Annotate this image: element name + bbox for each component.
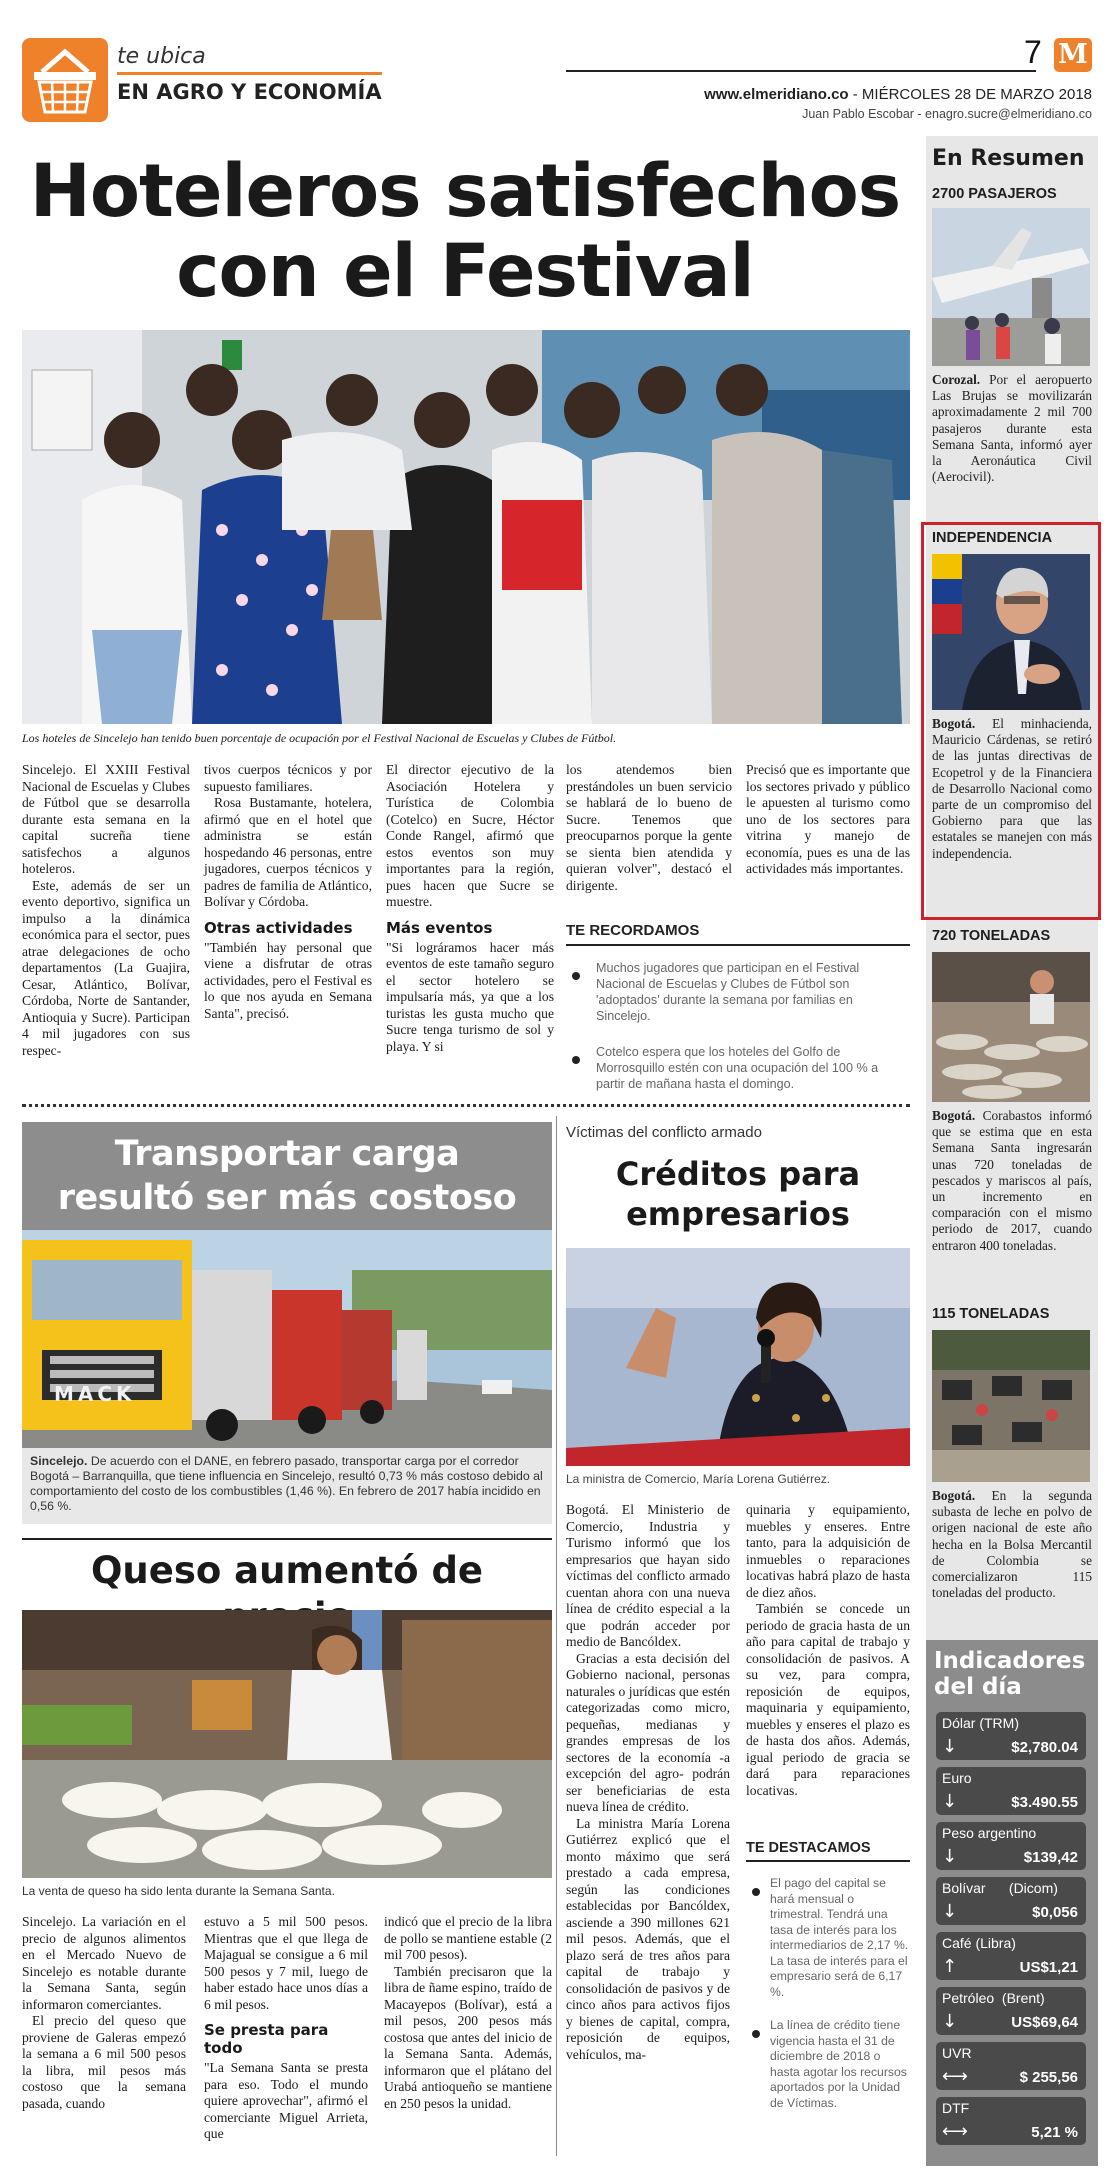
cheese-col-3	[384, 1914, 552, 2112]
indicators-title	[934, 1648, 1085, 1700]
transport-headline	[22, 1122, 552, 1220]
main-headline-line2: con el Festival	[176, 229, 754, 314]
main-col3-p2: "Si lográramos hacer más eventos de este tamaño seguro el sector hotelero se impulsaría más, ya que a los turistas les gusta mucho que Sucre tenga turismo de sol y playa. Y si	[386, 939, 554, 1054]
sidebar-heading-115-toneladas: 115 TONELADAS	[932, 1306, 1050, 1322]
indicator-name: UVR	[942, 2045, 972, 2061]
subhead-se-presta: Se presta para todo	[204, 2021, 329, 2057]
airplane-illustration	[932, 208, 1090, 366]
main-headline-line1: Hoteleros satisfechos	[29, 149, 901, 234]
brand-logo-letter: M	[1058, 39, 1088, 70]
cheese-col-2	[204, 1914, 368, 2143]
credit-col-2	[746, 1502, 910, 1799]
main-col2-p2: Rosa Bustamante, hotelera, afirmó que en el hotel que administra se están hospedando 46 personas, entre jugadores, cuerpos técnicos y padres de familia de Atlántico, Bolívar y Córdoba.	[204, 795, 372, 909]
header-rule	[566, 70, 1036, 72]
indicator-peso-argentino	[936, 1822, 1086, 1870]
arrow-down-icon: ↓	[942, 1901, 958, 1922]
indicator-name: Euro	[942, 1770, 972, 1786]
transport-headline-line1: Transportar carga	[114, 1134, 460, 1174]
list-item: Muchos jugadores que participan en el Festival Nacional de Escuelas y Clubes de Fútbol son 'adoptados' durante la semana por familias en Sincelejo.	[566, 960, 910, 1024]
cheese-col2-p2: "La Semana Santa se presta para eso. Todo el mundo quiere aprovechar", afirmó el comerciante Miguel Arrieta, que	[204, 2060, 368, 2141]
fish-illustration	[932, 952, 1090, 1102]
sidebar-photo-fish	[932, 952, 1090, 1102]
truck-brand: MACK	[54, 1382, 136, 1406]
transport-caption: De acuerdo con el DANE, en febrero pasado, transportar carga por el corredor Bogotá – Barranquilla, que tiene influencia en Sincelejo, resultó 0,73 % más costoso debido al comportamiento del costo de los combustibles (1,46 %). En febrero de 2017 había incidido en 0,56 %.	[30, 1454, 543, 1513]
credit-kicker: Víctimas del conflicto armado	[566, 1124, 762, 1141]
te-destacamos-list	[746, 1876, 910, 2111]
te-recordamos-box	[566, 922, 910, 1100]
sidebar-text-independencia	[932, 716, 1092, 862]
sidebar-text-pasajeros	[932, 372, 1092, 485]
indicator-name: Dólar (TRM)	[942, 1715, 1019, 1731]
indicator-value: $3.490.55	[1011, 1794, 1078, 1811]
arrow-up-icon: ↑	[942, 1956, 958, 1977]
main-col4-p1: los atendemos bien prestándoles un buen servicio se hablará de lo bueno de Sucre. Tenemos que preocuparnos porque la gente se sienta bien atendida y quieran volver", destacó el dirigente.	[566, 762, 732, 893]
arrow-both-icon: ⟷	[942, 2121, 968, 2142]
sidebar-body: Por el aeropuerto Las Brujas se movilizarán aproximadamente 2 mil 700 pasajeros durante esta Semana Santa, informó ayer la Aeronáutica Civil (Aerocivil).	[932, 372, 1092, 485]
transport-headline-band	[22, 1122, 552, 1230]
sidebar-lead: Bogotá.	[932, 1108, 976, 1123]
cheese-col1-p2: El precio del queso que proviene de Galeras empezó la semana a 6 mil 500 pesos la libra, mil pesos más costoso que la semana pasada, cuando	[22, 2013, 186, 2111]
subhead-otras-actividades: Otras actividades	[204, 918, 353, 937]
main-col-4	[566, 762, 732, 894]
main-col2-p1: tivos cuerpos técnicos y por supuesto familiares.	[204, 762, 372, 794]
sidebar-body: El minhacienda, Mauricio Cárdenas, se retiró de las juntas directivas de Ecopetrol y de la Financiera de Desarrollo Nacional como parte de un compromiso del Gobierno para que las estatales se manejen con más independencia.	[932, 716, 1092, 861]
list-item: La línea de crédito tiene vigencia hasta el 31 de diciembre de 2018 o hasta agotar los recursos aportados por la Unidad de Víctimas.	[746, 2018, 910, 2111]
issue-date: - MIÉRCOLES 28 DE MARZO 2018	[848, 86, 1092, 103]
indicator-dtf	[936, 2097, 1086, 2145]
sidebar-photo-minister	[932, 554, 1090, 710]
indicators-title-line2: del día	[934, 1674, 1022, 1700]
credit-photo	[566, 1248, 910, 1466]
list-item: Cotelco espera que los hoteles del Golfo de Morrosquillo estén con una ocupación del 100 % a partir de mañana hasta el domingo.	[566, 1044, 910, 1092]
arrow-down-icon: ↓	[942, 1736, 958, 1757]
cheese-col1-p1: Sincelejo. La variación en el precio de algunos alimentos en el Mercado Nuevo de Sincelejo es notable durante la Semana Santa, según informaron comerciantes.	[22, 1914, 186, 2012]
main-col1-p2: Este, además de ser un evento deportivo, significa un impulso a la dinámica económica para el sector, pues atrae delegaciones de ocho departamentos (La Guajira, Cesar, Atlántico, Bolívar, Córdoba, Norte de Santander, Antioquia y Sucre). Participan 4 mil jugadores con sus respec-	[22, 877, 190, 1058]
section-tag-rule	[117, 72, 382, 75]
sidebar-heading-pasajeros: 2700 PASAJEROS	[932, 186, 1057, 202]
main-col-1	[22, 762, 190, 1059]
indicator-value: $ 255,56	[1019, 2069, 1078, 2086]
main-headline	[22, 149, 908, 314]
main-col1-p1: Sincelejo. El XXIII Festival Nacional de Escuelas y Clubes de Fútbol que se desarrolla durante esta semana en la capital sucreña tiene satisfechos a algunos hoteleros.	[22, 762, 190, 876]
indicator-cafe	[936, 1932, 1086, 1980]
section-name: EN AGRO Y ECONOMÍA	[117, 80, 382, 104]
main-col-5	[746, 762, 910, 878]
page-number: 7	[1024, 34, 1042, 70]
sidebar-lead: Corozal.	[932, 372, 981, 387]
arrow-down-icon: ↓	[942, 2011, 958, 2032]
indicator-euro	[936, 1767, 1086, 1815]
sidebar-body: Corabastos informó que se estima que en esta Semana Santa ingresarán unas 720 toneladas de pescados y mariscos al país, un incremento en comparación con el mismo periodo de 2017, cuando entraron 400 toneladas.	[932, 1108, 1092, 1253]
arrow-both-icon: ⟷	[942, 2066, 968, 2087]
indicator-bolivar	[936, 1877, 1086, 1925]
main-col-3	[386, 762, 554, 1055]
indicator-uvr	[936, 2042, 1086, 2090]
main-photo	[22, 330, 910, 724]
sidebar-body: En la segunda subasta de leche en polvo de origen nacional de este año hecha en la Bolsa Mercantil de Colombia se comercializaron 115 toneladas del producto.	[932, 1488, 1092, 1601]
sidebar-text-115-toneladas	[932, 1488, 1092, 1601]
indicator-value: US$1,21	[1019, 1959, 1078, 1976]
te-recordamos-title: TE RECORDAMOS	[566, 922, 910, 946]
indicator-value: US$69,64	[1011, 2014, 1078, 2031]
main-col3-p1: El director ejecutivo de la Asociación Hotelera y Turística de Colombia (Cotelco) en Sucre, Héctor Conde Rangel, afirmó que estos eventos son muy importantes para la región, pues hacen que Sucre se muestre.	[386, 762, 554, 909]
indicators-title-line1: Indicadores	[934, 1648, 1086, 1674]
sidebar-lead: Bogotá.	[932, 716, 976, 731]
credit-col2-p2: También se concede un periodo de gracia hasta de un año para capital de trabajo y consolidación de pasivos. A su vez, para compra, reposición de equipos, maquinaria y equipamiento, muebles y enseres el plazo es de hasta dos años. Además, igual periodo de gracia se dará para reparaciones locativas.	[746, 1601, 910, 1798]
credit-headline	[566, 1154, 910, 1234]
main-col-2	[204, 762, 372, 1022]
cheese-headline: Queso aumentó de	[90, 1549, 484, 1592]
credit-col1-p2: Gracias a esta decisión del Gobierno nacional, personas naturales o jurídicas que estén categorizadas como micro, pequeñas, medianas y grandes empresas de los sectores de la economía -a excepción del agro- podrán ser beneficiarias de esta nueva línea de crédito.	[566, 1650, 730, 1814]
minhacienda-illustration	[932, 554, 1090, 710]
cheese-top-rule	[22, 1538, 552, 1540]
te-destacamos-title: TE DESTACAMOS	[746, 1840, 910, 1862]
author-line: Juan Pablo Escobar - enagro.sucre@elmeridiano.co	[802, 107, 1092, 121]
cheese-photo	[22, 1610, 552, 1878]
transport-headline-line2: resultó ser más costoso	[57, 1178, 517, 1218]
sidebar-photo-airport	[932, 208, 1090, 366]
arrow-down-icon: ↓	[942, 1791, 958, 1812]
brand-logo	[1054, 38, 1092, 72]
credit-headline-line2: empresarios	[626, 1195, 850, 1233]
indicator-dolar	[936, 1712, 1086, 1760]
main-col5-p1: Precisó que es importante que los sectores privado y público le apuesten al turismo como uno de los sectores para vitrina y manejo de economía, pues es una de las actividades más importantes.	[746, 762, 910, 876]
cheese-col3-p2: También precisaron que la libra de ñame espino, traído de Macayepos (Bolívar), está a mil pesos, 200 pesos más costosa que antes del inicio de la Semana Santa. Además, informaron que el plátano del Urabá antioqueño se mantiene en 250 pesos la unidad.	[384, 1963, 552, 2111]
credit-headline-line1: Créditos para	[615, 1155, 861, 1193]
sidebar-lead: Bogotá.	[932, 1488, 976, 1503]
indicator-value: 5,21 %	[1031, 2124, 1078, 2141]
trucks-illustration	[22, 1230, 552, 1448]
credit-col-1	[566, 1502, 730, 2063]
market-illustration	[22, 1610, 552, 1878]
te-recordamos-list	[566, 960, 910, 1092]
sidebar-heading-720-toneladas: 720 TONELADAS	[932, 928, 1051, 944]
indicator-name: DTF	[942, 2100, 970, 2116]
indicator-petroleo	[936, 1987, 1086, 2035]
transport-caption-lead: Sincelejo.	[30, 1454, 88, 1468]
trading-floor-illustration	[932, 1330, 1090, 1482]
transport-caption-box	[22, 1448, 552, 1524]
main-col2-p3: "También hay personal que viene a disfrutar de otras actividades, pero el Festival es lo que nos ayuda en Semana Santa", precisó.	[204, 939, 372, 1021]
credit-separator	[556, 1116, 557, 2156]
subhead-mas-eventos: Más eventos	[386, 918, 493, 937]
basket-icon	[22, 38, 108, 122]
indicator-value: $2,780.04	[1011, 1739, 1078, 1756]
indicator-name: Peso argentino	[942, 1825, 1037, 1841]
sidebar-heading-independencia: INDEPENDENCIA	[932, 530, 1053, 546]
cheese-col-1	[22, 1914, 186, 2112]
section-tag: te ubica	[117, 44, 206, 69]
te-destacamos-box	[746, 1840, 910, 2111]
indicator-name: Bolívar (Dicom)	[942, 1880, 1058, 1896]
cheese-col3-p1: indicó que el precio de la libra de pollo se mantiene estable (2 mil 700 pesos).	[384, 1914, 552, 1962]
crowd-illustration	[22, 330, 910, 724]
list-item: El pago del capital se hará mensual o trimestral. Tendrá una tasa de interés para los intermediarios de 2,17 %. La tasa de interés para el empresario será de 6,17 %.	[746, 1876, 910, 2000]
credit-col1-p1: Bogotá. El Ministerio de Comercio, Industria y Turismo informó que los empresarios que hayan sido víctimas del conflicto armado cuentan ahora con una nueva línea de crédito especial a la que podrán acceder por medio de Bancóldex.	[566, 1502, 730, 1649]
arrow-down-icon: ↓	[942, 1846, 958, 1867]
sidebar-photo-bolsa	[932, 1330, 1090, 1482]
credit-photo-caption: La ministra de Comercio, María Lorena Gutiérrez.	[566, 1472, 831, 1486]
dateline	[704, 86, 1092, 103]
sidebar-text-720-toneladas	[932, 1108, 1092, 1254]
indicator-value: $0,056	[1032, 1904, 1078, 1921]
website: www.elmeridiano.co	[704, 86, 849, 103]
sidebar-title: En Resumen	[932, 146, 1085, 171]
credit-col2-p1: quinaria y equipamiento, muebles y enseres. Entre tanto, para la adquisición de inmuebles o reparaciones locativas habrá plazo de hasta de diez años.	[746, 1502, 910, 1600]
credit-col1-p3: La ministra María Lorena Gutiérrez explicó que el monto máximo que será prestado a cada empresa, según las condiciones establecidas por Bancóldex, asciende a 390 millones 621 mil pesos. Además, que el plazo será de tres años para capital de trabajo y consolidación de pasivos y de cinco años para activos fijos y bienes de capital, compra, reposición de equipos, vehículos, ma-	[566, 1815, 730, 2062]
section-divider	[22, 1104, 910, 1107]
main-photo-caption: Los hoteles de Sincelejo han tenido buen porcentaje de ocupación por el Festival Nacional de Escuelas y Clubes de Fútbol.	[22, 731, 617, 745]
indicator-name: Café (Libra)	[942, 1935, 1016, 1951]
transport-photo	[22, 1230, 552, 1448]
indicator-value: $139,42	[1023, 1849, 1078, 1866]
cheese-photo-caption: La venta de queso ha sido lenta durante la Semana Santa.	[22, 1884, 335, 1898]
indicator-name: Petróleo (Brent)	[942, 1990, 1045, 2006]
cheese-col2-p1: estuvo a 5 mil 500 pesos. Mientras que el que llega de Majagual se consigue a 6 mil 500 pesos y 7 mil, luego de haber estado hace unos días a 6 mil pesos.	[204, 1914, 368, 2012]
section-logo	[22, 38, 108, 122]
minister-illustration	[566, 1248, 910, 1466]
